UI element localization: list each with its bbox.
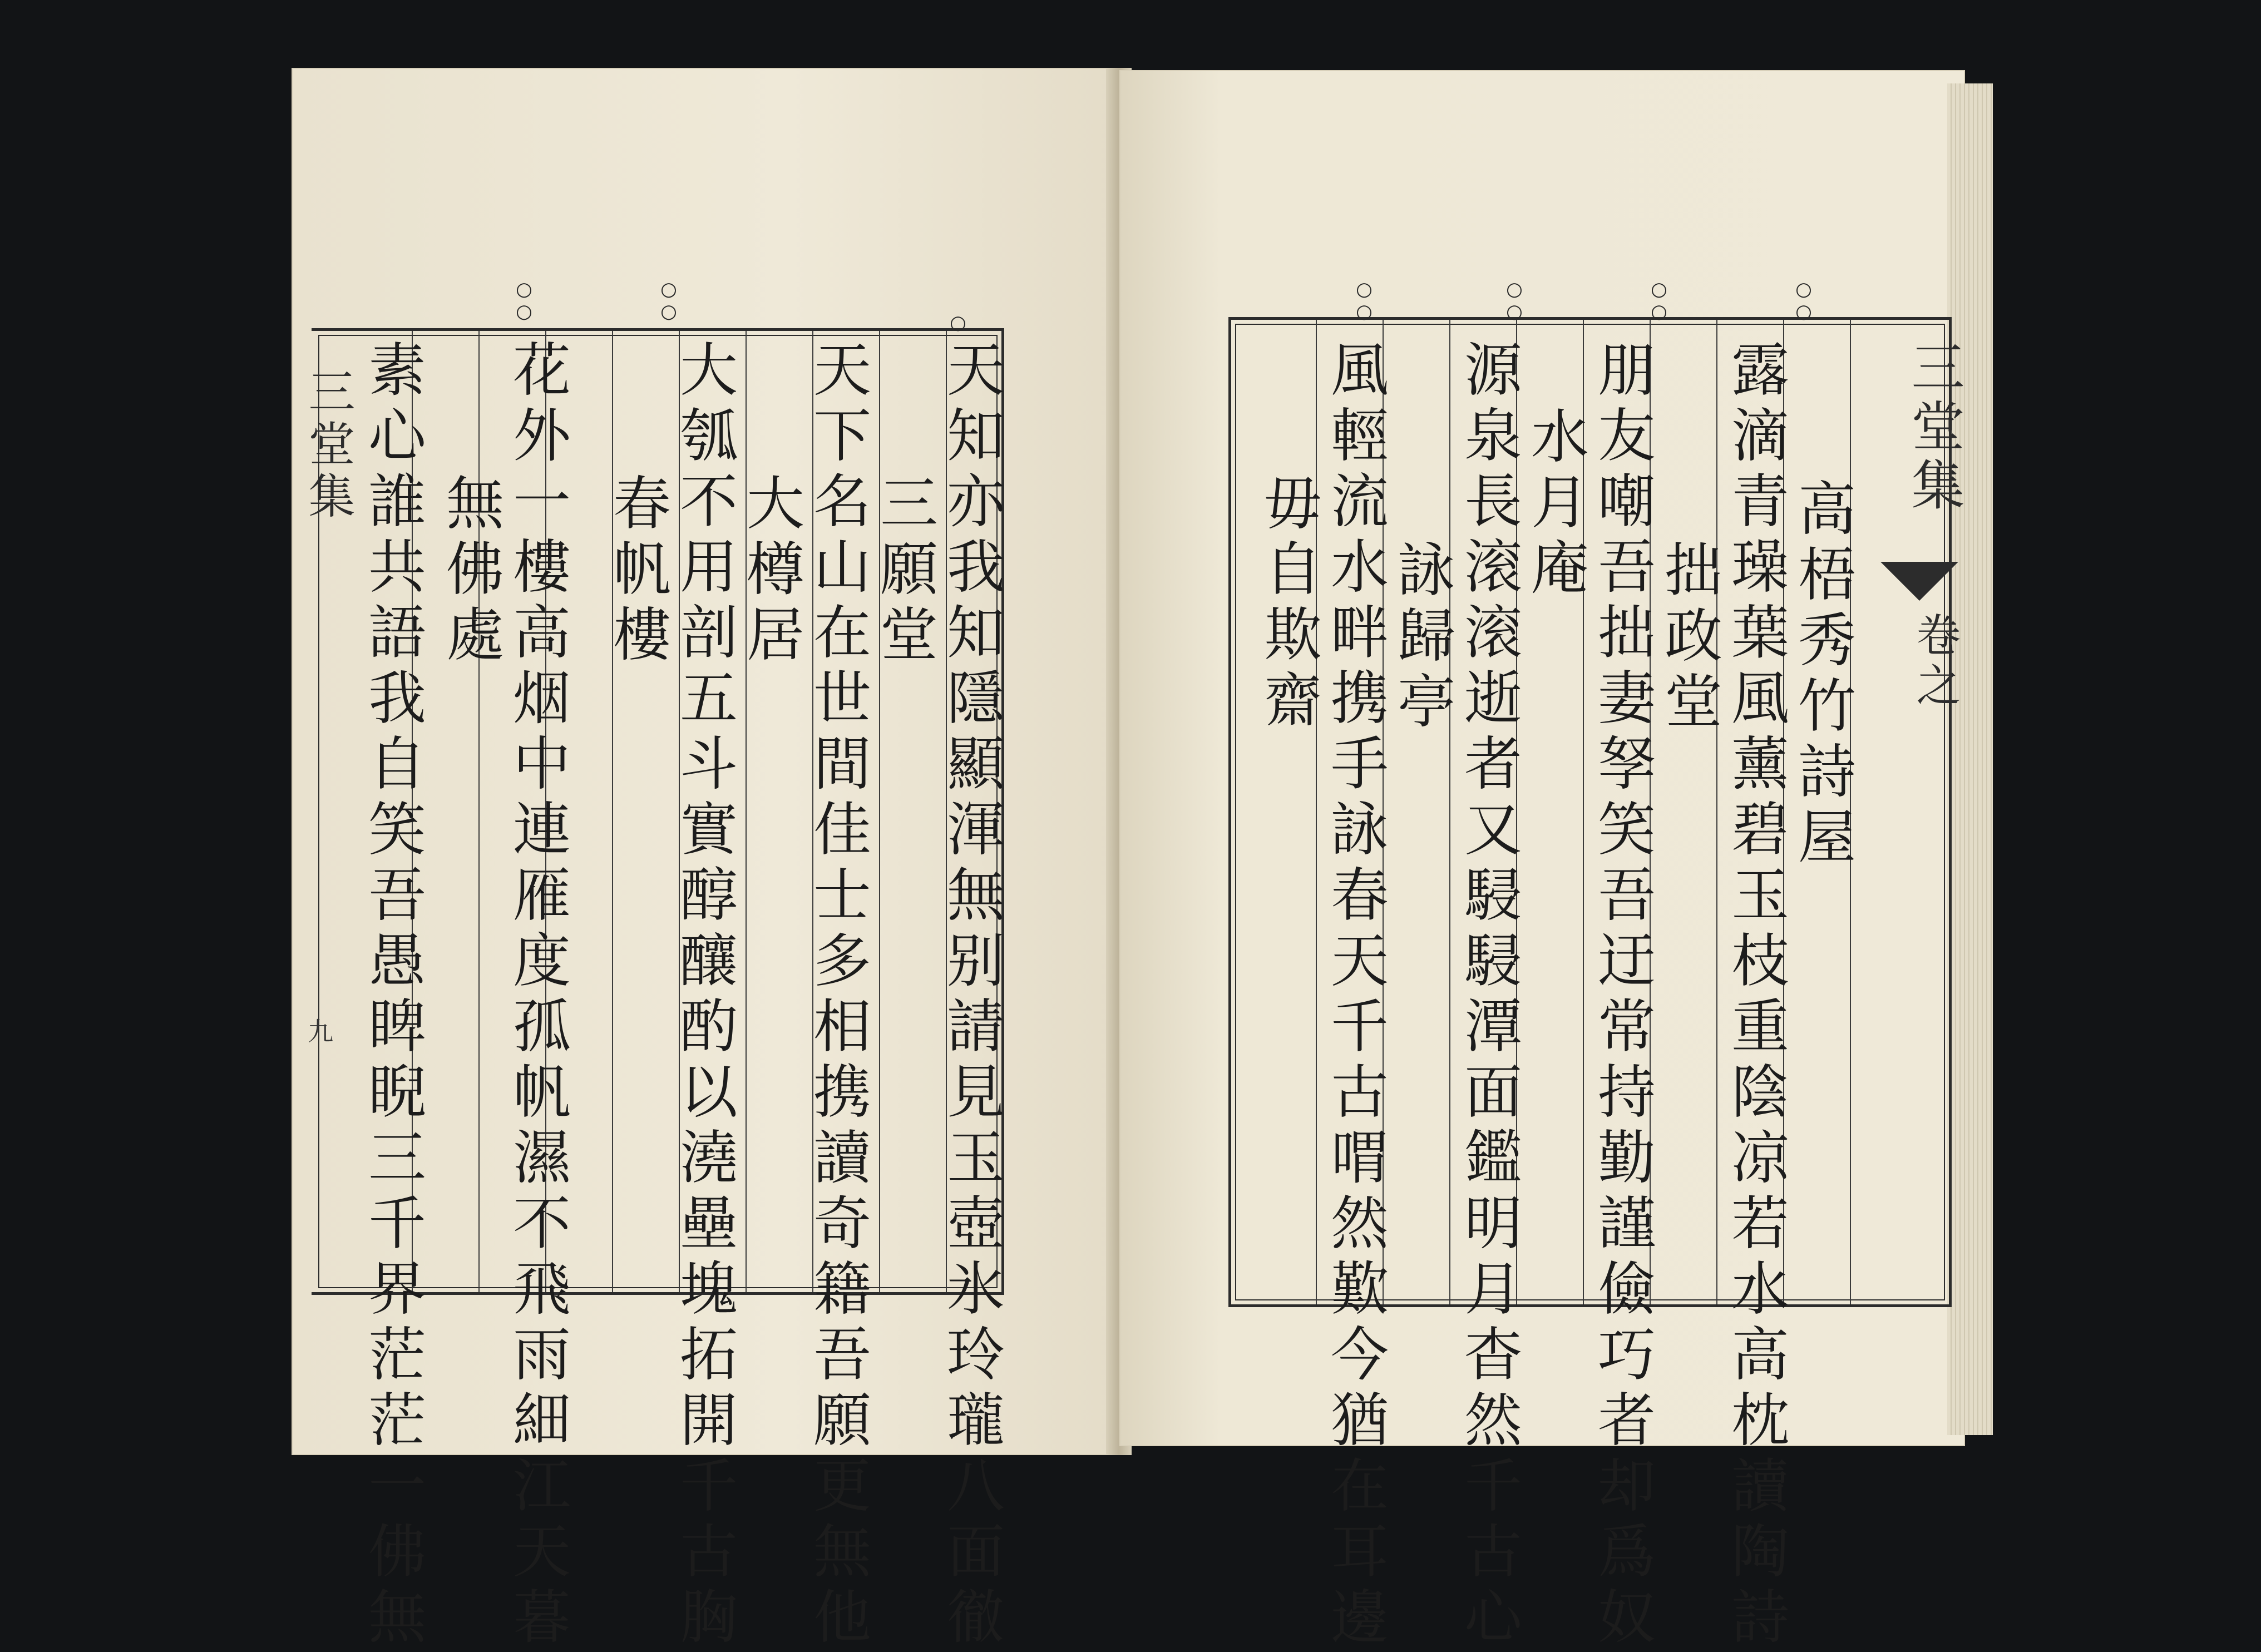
circle-mark: ○○ bbox=[1503, 278, 1526, 323]
text-column: 源泉長滚滚逝者又駸駸潭面鑑明月杳然千古心 bbox=[1454, 339, 1522, 1652]
circle-mark: ○○ bbox=[1353, 278, 1375, 323]
text-column: 大瓠不用剖五斗實醇釀酌以澆壘塊拓開千古胸 bbox=[670, 339, 738, 1652]
circle-mark: ○○ bbox=[513, 278, 535, 323]
page-number: 九 bbox=[304, 1018, 334, 1043]
circle-mark: ○○ bbox=[1793, 278, 1815, 323]
circle-mark: ○○ bbox=[658, 278, 680, 323]
banxin-title-left: 三堂集 bbox=[301, 367, 356, 524]
text-column: 花外一樓高烟中連雁度孤帆濕不飛雨細江天暮 bbox=[503, 339, 571, 1652]
circle-mark: ○ bbox=[947, 311, 969, 334]
fish-tail-mark bbox=[1880, 562, 1958, 601]
text-column: 天下名山在世間佳士多相携讀奇籍吾願更無他 bbox=[803, 339, 871, 1652]
text-column: 露滴青璪葉風薰碧玉枝重陰凉若水高枕讀陶詩 bbox=[1721, 339, 1789, 1652]
banxin-title: 三堂集 bbox=[1903, 339, 1965, 516]
text-column: 風輕流水畔携手詠春天千古喟然歎今猶在耳邊 bbox=[1321, 339, 1389, 1652]
text-column: 毋自欺齋 bbox=[1254, 473, 1322, 735]
banxin-juan: 卷之 bbox=[1909, 612, 1961, 712]
text-column: 素心誰共語我自笑吾愚睥睨三千界茫茫一佛無 bbox=[358, 339, 426, 1652]
text-column: 水月庵 bbox=[1521, 406, 1589, 603]
text-column: 詠歸亭 bbox=[1388, 540, 1455, 736]
text-column: 天知亦我知隱顯渾無别請見玉壺氷玲瓏八面徹 bbox=[937, 339, 1005, 1652]
column-rule bbox=[1449, 320, 1450, 1304]
text-column: 拙政堂 bbox=[1655, 540, 1722, 736]
page-edges bbox=[1947, 83, 1993, 1435]
circle-mark: ○○ bbox=[1648, 278, 1670, 323]
text-column: 大樽居 bbox=[737, 473, 804, 670]
text-column: 春帆樓 bbox=[603, 473, 671, 670]
column-rule bbox=[1316, 320, 1317, 1304]
column-rule bbox=[1716, 320, 1717, 1304]
text-column: 無佛處 bbox=[436, 473, 504, 670]
text-column: 朋友嘲吾拙妻孥笑吾迂常持勤謹儉巧者却爲奴 bbox=[1588, 339, 1656, 1652]
text-column: 高梧秀竹詩屋 bbox=[1788, 478, 1856, 872]
text-column: 三願堂 bbox=[870, 473, 938, 670]
